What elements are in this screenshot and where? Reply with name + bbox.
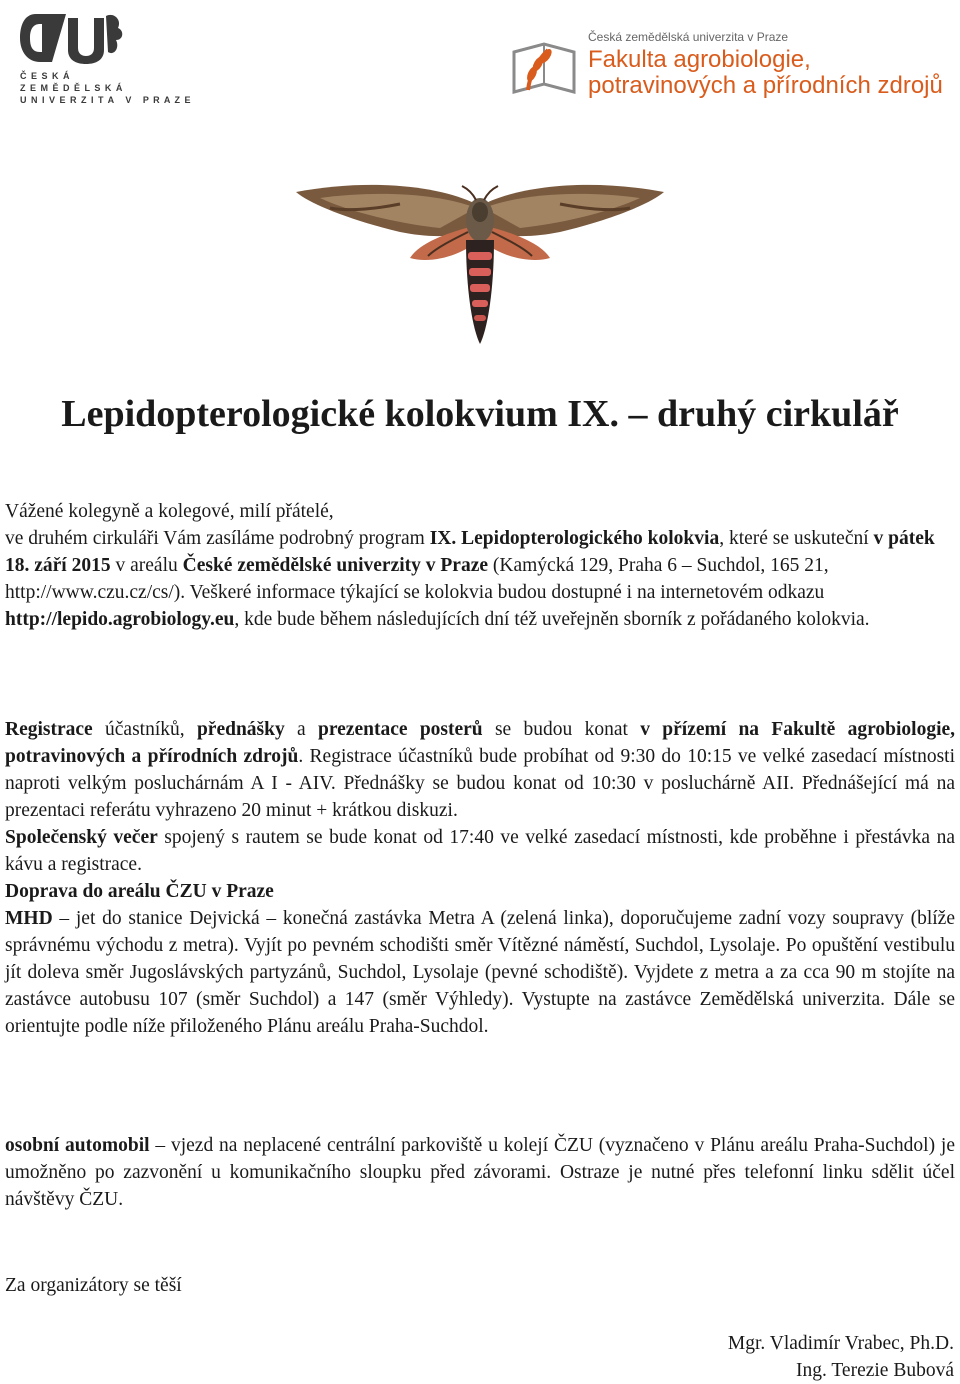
signature-vrabec: Mgr. Vladimír Vrabec, Ph.D. [727, 1333, 954, 1354]
faculty-logo-name-line2: potravinových a přírodních zdrojů [588, 72, 943, 99]
mhd-paragraph [5, 905, 955, 1040]
czu-logo-line-zemedelska: Z E M Ě D Ě L S K Á [20, 83, 124, 93]
text-run: – vjezd na neplacené centrální parkoviště u kolejí ČZU (vyznačeno v Plánu areálu Praha-Suchdol) je umožněno po zazvonění u komunikačního sloupku před závorami. Ostraze je nutné přes telefonní linku sdělit účel návštěvy ČZU. [5, 1135, 955, 1210]
text-run: . Registrace účastníků bude probíhat od 9:30 do 10:15 ve velké zasedací místnosti naproti velkým posluchárnám A I - AIV. Přednášky se budou konat od 10:30 v posluchárně AII. Přednášející má na prezentaci referátu vyhrazeno 20 minut + krátkou diskuzi. [5, 746, 955, 821]
car-section [5, 1132, 955, 1213]
text-run: a [284, 719, 318, 740]
moth-illustration [290, 108, 670, 364]
czu-logo-line-univerzita: U N I V E R Z I T A V P R A Z E [20, 95, 192, 105]
page-title: Lepidopterologické kolokvium IX. – druhý cirkulář [61, 393, 899, 435]
bold-run: přednášky [196, 719, 285, 740]
faculty-wheat-book-icon [508, 34, 580, 100]
text-run: účastníků, [92, 719, 197, 740]
czu-logo [16, 8, 192, 105]
greeting-line: Vážené kolegyně a kolegové, milí přátelé, [5, 501, 334, 522]
program-section [5, 716, 955, 1040]
faculty-logo-name-line1: Fakulta agrobiologie, [588, 46, 811, 73]
bold-run: IX. Lepidopterologického kolokvia [429, 528, 720, 549]
bold-run: osobní automobil [5, 1135, 150, 1156]
text-run: – jet do stanice Dejvická – konečná zastávka Metra A (zelená linka), doporučujeme zadní vozy soupravy (blíže správnému východu z metra). Vyjít po pevném schodišti směr Vítězné náměstí, Suchdol, Lysolaje. Po opuštění vestibulu jít doleva směr Jugoslávských partyzánů, Suchdol, Lysolaje (pevné schodiště). Vyjdete z metra a za cca 90 m stojíte na zastávce autobusu 107 (směr Suchdol) a 147 (směr Výhledy). Vystupte na zastávce Zemědělská univerzita. Dále se orientujte podle níže přiloženého Plánu areálu Praha-Suchdol. [5, 908, 955, 1037]
text-run: se budou konat [482, 719, 641, 740]
signature-bubova: Ing. Terezie Bubová [795, 1360, 954, 1381]
text-run: , které se uskuteční [719, 528, 874, 549]
bold-run: prezentace posterů [318, 719, 483, 740]
signature-block [728, 1330, 954, 1384]
text-run: v areálu [110, 555, 183, 576]
bold-run: http://lepido.agrobiology.eu [5, 609, 235, 630]
intro-paragraph [5, 525, 955, 633]
social-evening-paragraph [5, 824, 955, 878]
car-paragraph [5, 1132, 955, 1213]
text-run: ve druhém cirkuláři Vám zasíláme podrobný program [5, 528, 430, 549]
faculty-logo [508, 30, 948, 110]
text-run: (Kamýcká 129, Praha 6 – Suchdol, 165 21, http://www.czu.cz/cs/). Veškeré informace týkající se kolokvia budou dostupné i na internetovém odkazu [5, 555, 829, 603]
czu-logo-line-cz: Č E S K Á [20, 71, 71, 81]
text-run: , kde bude během následujících dní též uveřejněn sborník z pořádaného kolokvia. [234, 609, 870, 630]
transport-heading: Doprava do areálu ČZU v Praze [5, 881, 274, 902]
bold-run: v přízemí na Fakultě agrobiologie, potravinových a přírodních zdrojů [5, 719, 956, 767]
bold-run: MHD [5, 908, 53, 929]
bold-run: Registrace [5, 719, 93, 740]
bold-run: Společenský večer [5, 827, 158, 848]
faculty-logo-university: Česká zemědělská univerzita v Praze [588, 30, 789, 44]
intro-section [5, 498, 955, 633]
text-run: spojený s rautem se bude konat od 17:40 ve velké zasedací místnosti, kde proběhne i přestávka na kávu a registrace. [5, 827, 955, 875]
bold-run: v pátek 18. září 2015 [5, 528, 935, 576]
czu-lion-logo-icon [16, 8, 126, 68]
registration-paragraph [5, 716, 955, 824]
bold-run: České zemědělské univerzity v Praze [182, 555, 489, 576]
closing-line: Za organizátory se těší [5, 1275, 182, 1296]
